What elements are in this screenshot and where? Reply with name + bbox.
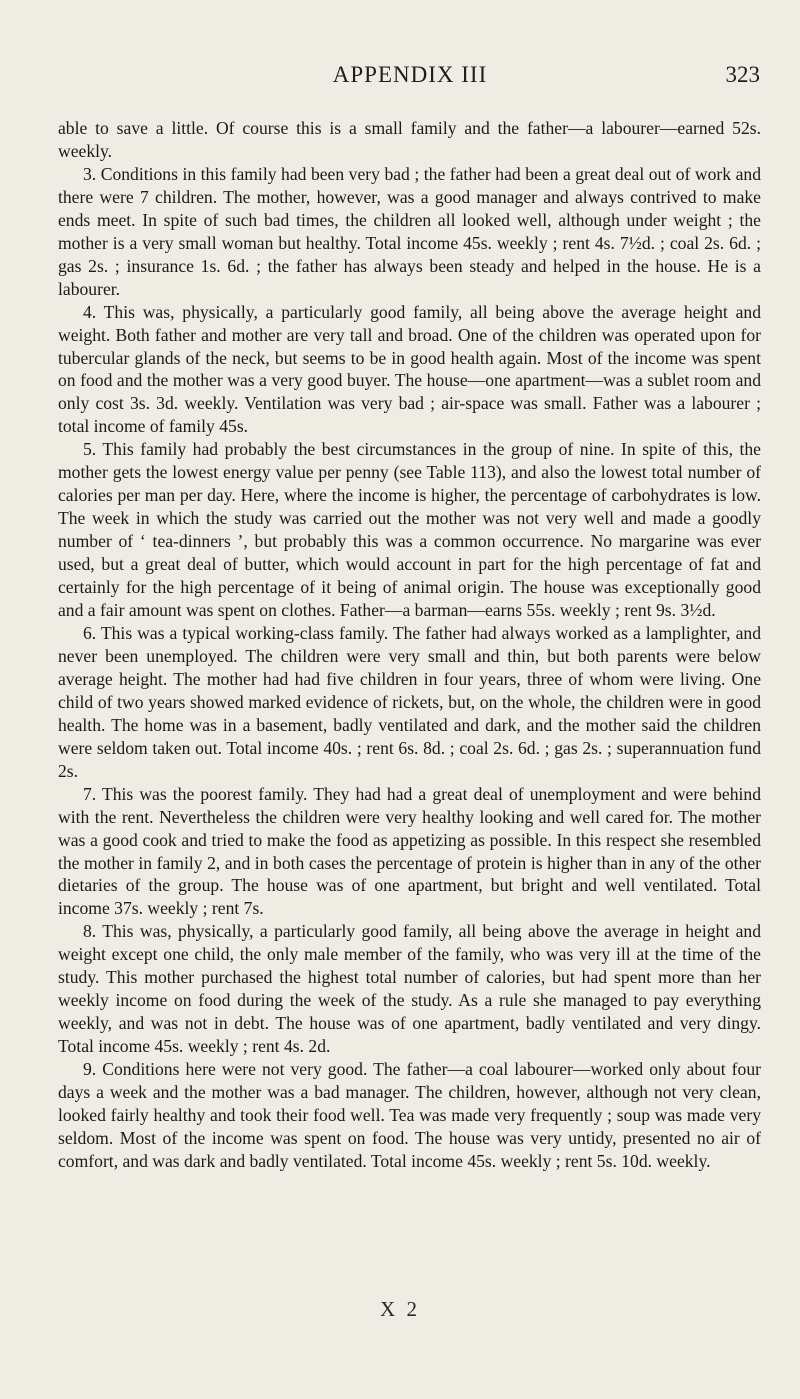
page-number: 323 [725, 62, 760, 87]
paragraph-family-4: 4. This was, physically, a particularly good family, all being above the average height and weight. Both father and mother are very tall and broad. One of the children was operated upon for tubercular glands of the neck, but seems to be in good health again. Most of the income was spent on food and the mother was a very good buyer. The house—one apartment—was a sublet room and only cost 3s. 3d. weekly. Ventilation was very bad ; air-space was small. Father was a labourer ; total income of family 45s. [58, 301, 761, 437]
paragraph-family-7: 7. This was the poorest family. They had had a great deal of unemployment and were behind with the rent. Nevertheless the children were very healthy looking and well cared for. The mother was a good cook and tried to make the food as appetizing as possible. In this respect she resembled the mother in family 2, and in both cases the percentage of protein is higher than in any of the other dietaries of the group. The house was of one apartment, but bright and well ventilated. Total income 37s. weekly ; rent 7s. [58, 783, 761, 919]
paragraph-family-6: 6. This was a typical working-class family. The father had always worked as a lamplighter, and never been unemployed. The children were very small and thin, but both parents were below average height. The mother had had five children in four years, three of whom were living. One child of two years showed marked evidence of rickets, but, on the whole, the children were in good health. The home was in a basement, badly ventilated and dark, and the mother said the children were seldom taken out. Total income 40s. ; rent 6s. 8d. ; coal 2s. 6d. ; gas 2s. ; superannuation fund 2s. [58, 622, 761, 781]
paragraph-family-3: 3. Conditions in this family had been very bad ; the father had been a great deal out of work and there were 7 children. The mother, however, was a good manager and always contrived to make ends meet. In spite of such bad times, the children all looked well, although under weight ; the mother is a very small woman but healthy. Total income 45s. weekly ; rent 4s. 7½d. ; coal 2s. 6d. ; gas 2s. ; insurance 1s. 6d. ; the father has always been steady and helped in the house. He is a labourer. [58, 163, 761, 299]
running-head: APPENDIX III [332, 62, 488, 87]
body-text [58, 117, 761, 1173]
paragraph-family-5: 5. This family had probably the best circumstances in the group of nine. In spite of this, the mother gets the lowest energy value per penny (see Table 113), and also the lowest total number of calories per man per day. Here, where the income is higher, the percentage of carbohydrates is low. The week in which the study was carried out the mother was not very well and made a goodly number of ‘ tea-dinners ’, but probably this was a common occurrence. No margarine was ever used, but a great deal of butter, which would account in part for the high percentage of fat and certainly for the high percentage of it being of animal origin. The house was exceptionally good and a fair amount was spent on clothes. Father—a barman—earns 55s. weekly ; rent 9s. 3½d. [58, 439, 761, 621]
paragraph-family-8: 8. This was, physically, a particularly good family, all being above the average in height and weight except one child, the only male member of the family, who was very ill at the time of the study. This mother purchased the highest total number of calories, but had spent more than her weekly income on food during the week of the study. As a rule she managed to pay everything weekly, and was not in debt. The house was of one apartment, badly ventilated and very dingy. Total income 45s. weekly ; rent 4s. 2d. [58, 921, 761, 1057]
page-header [60, 62, 760, 96]
paragraph-continuation: able to save a little. Of course this is a small family and the father—a labourer—earned 52s. weekly. [58, 118, 761, 161]
signature-mark: X 2 [380, 1297, 420, 1321]
paragraph-family-9: 9. Conditions here were not very good. The father—a coal labourer—worked only about four days a week and the mother was a bad manager. The children, however, although not very clean, looked fairly healthy and took their food well. Tea was made very frequently ; soup was made very seldom. Most of the income was spent on food. The house was very untidy, presented no air of comfort, and was dark and badly ventilated. Total income 45s. weekly ; rent 5s. 10d. weekly. [58, 1059, 761, 1171]
